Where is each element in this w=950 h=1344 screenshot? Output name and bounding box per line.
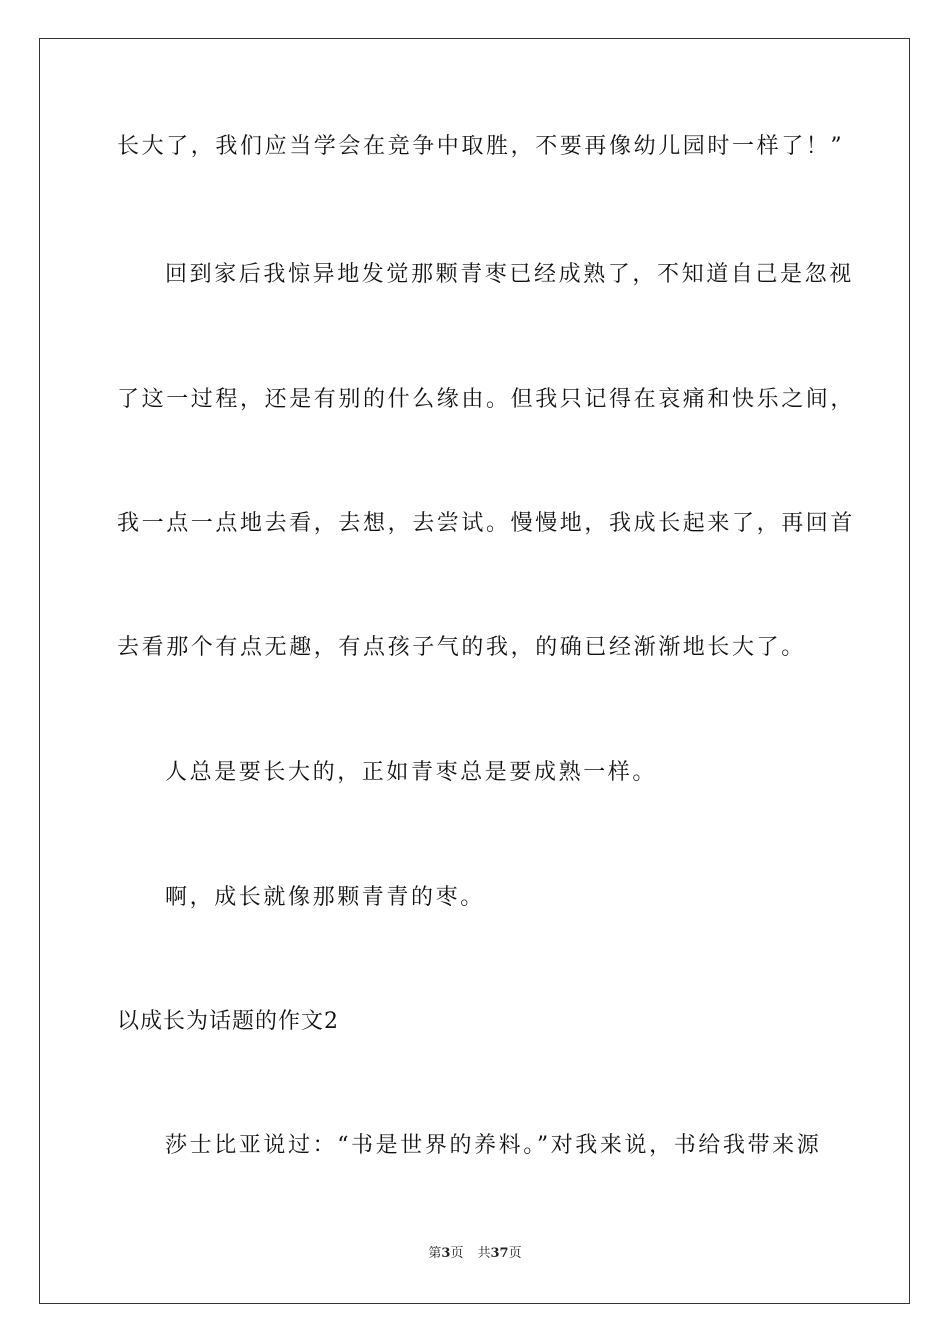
text-line-1: 长大了，我们应当学会在竞争中取胜，不要再像幼儿园时一样了！” [117,134,845,159]
page-prefix: 第 [428,1246,442,1261]
page-suffix: 页 [450,1246,464,1261]
total-pages: 37 [490,1246,509,1261]
paragraph-start-line-2: 回到家后我惊异地发觉那颗青枣已经成熟了，不知道自己是忽视 [165,262,854,287]
page-footer [0,1245,950,1263]
text-line-5: 去看那个有点无趣，有点孩子气的我，的确已经渐渐地长大了。 [117,635,806,660]
text-line-4: 我一点一点地去看，去想，去尝试。慢慢地，我成长起来了，再回首 [117,511,856,536]
text-line-3: 了这一过程，还是有别的什么缘由。但我只记得在哀痛和快乐之间， [117,387,856,412]
total-suffix: 页 [508,1246,522,1261]
page-frame [39,38,910,1304]
paragraph-line-7: 啊，成长就像那颗青青的枣。 [165,885,485,910]
paragraph-line-9: 莎士比亚说过：“书是世界的养料。”对我来说，书给我带来源 [165,1133,822,1158]
total-prefix: 共 [477,1246,491,1261]
page-number: 3 [441,1246,451,1261]
section-heading: 以成长为话题的作文2 [117,1009,339,1034]
paragraph-line-6: 人总是要长大的，正如青枣总是要成熟一样。 [165,760,658,785]
